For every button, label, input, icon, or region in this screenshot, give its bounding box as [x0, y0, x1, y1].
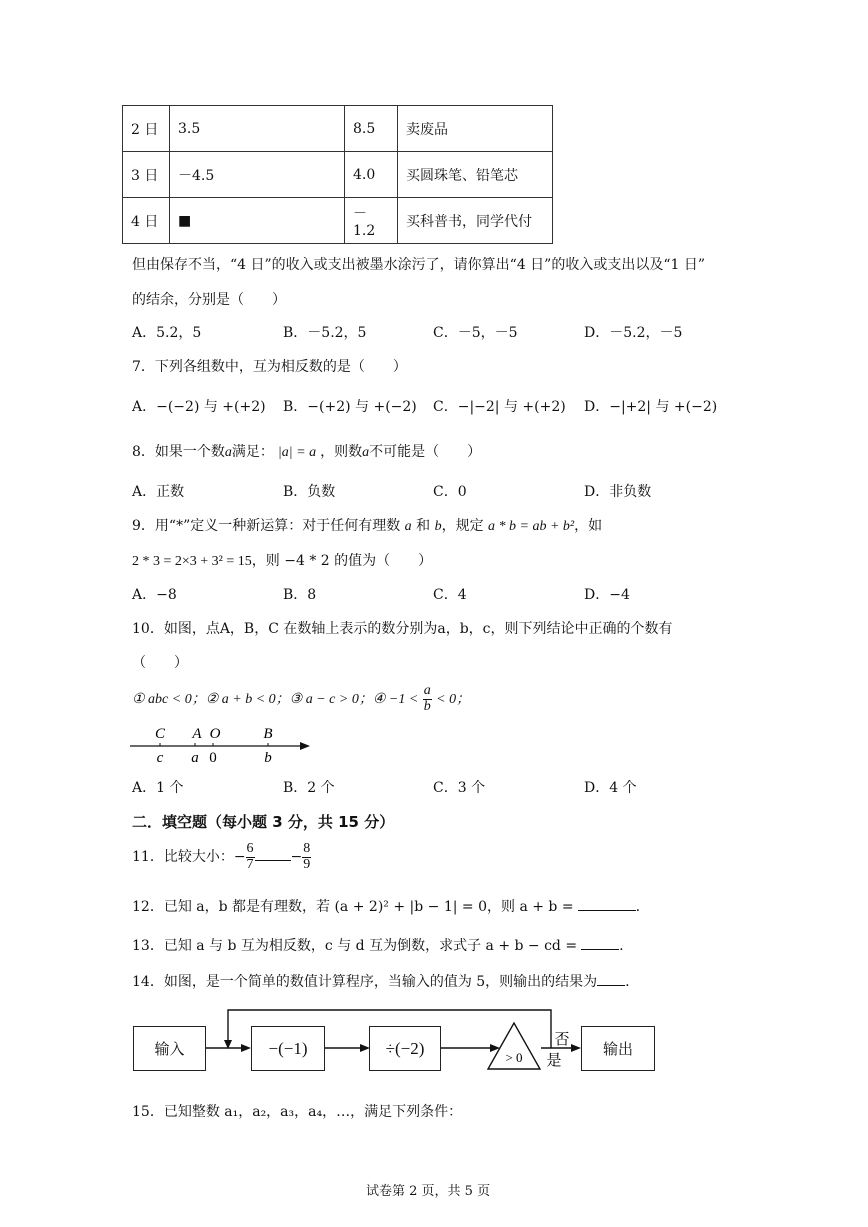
section-heading: 二．填空题（每小题 3 分，共 15 分）: [132, 813, 395, 831]
flow-op2-box: ÷(−2): [369, 1026, 441, 1071]
q7-option-b: B．−(+2) 与 +(−2): [283, 399, 417, 415]
table-cell: 4.0: [345, 152, 398, 198]
q6-option-b: B．－5.2，5: [283, 325, 367, 341]
q10-line2: （ ）: [132, 655, 188, 671]
table-cell: 2 日: [123, 106, 170, 152]
q11-minus: −: [290, 849, 303, 866]
table-cell: 4 日: [123, 198, 170, 244]
q6-line2: 的结余，分别是（ ）: [132, 292, 286, 308]
q8-option-c: C．0: [433, 484, 467, 500]
table-cell: 买圆珠笔、铅笔芯: [398, 152, 553, 198]
value-a: a: [191, 750, 199, 766]
table-cell: 3 日: [123, 152, 170, 198]
value-zero: 0: [209, 750, 217, 766]
q15-stem: 15．已知整数 a₁，a₂，a₃，a₄，…，满足下列条件：: [132, 1104, 463, 1120]
q10-option-d: D．4 个: [584, 780, 637, 796]
q11-prefix: 11．比较大小：−: [132, 849, 246, 866]
q9-text-c: ，规定: [441, 518, 489, 534]
q10-option-b: B．2 个: [283, 780, 335, 796]
q9-text-a: 9．用“*”定义一种新运算：对于任何有理数: [132, 518, 405, 534]
table-cell: 买科普书，同学代付: [398, 198, 553, 244]
q6-option-a: A．5.2，5: [132, 325, 202, 341]
q9-option-a: A．−8: [132, 587, 177, 603]
q7-option-d: D．−|+2| 与 +(−2): [584, 399, 718, 415]
table-cell: 卖废品: [398, 106, 553, 152]
q10-option-a: A．1 个: [132, 780, 184, 796]
arrowhead-icon: [241, 1044, 251, 1052]
flow-output-box: 输出: [581, 1026, 655, 1071]
q9-text-b: 和: [411, 518, 435, 534]
q6-line1: 但由保存不当，“4 日”的收入或支出被墨水涂污了，请你算出“4 日”的收入或支出以及“1 日”: [132, 257, 706, 273]
q9-var-a: a: [404, 519, 412, 534]
q9-example: 2 * 3 = 2×3 + 3² = 15: [132, 554, 252, 569]
q13-end: .: [619, 938, 624, 954]
flow-op1-box: −(−1): [251, 1026, 325, 1071]
q10-conclusions-text: ① abc < 0；② a + b < 0；③ a − c > 0；④ −1 <: [132, 692, 419, 708]
q10-option-c: C．3 个: [433, 780, 486, 796]
q8-prefix: 8．如果一个数: [132, 444, 225, 460]
q8-var: a: [224, 445, 232, 460]
q8-end: 不可能是（ ）: [369, 444, 482, 460]
q12-end: .: [635, 899, 641, 915]
q9-option-d: D．−4: [584, 587, 630, 603]
table-cell: 3.5: [170, 106, 345, 152]
q9-rule: a * b = ab + b²: [488, 519, 575, 534]
q8-option-b: B．负数: [283, 484, 336, 500]
value-b: b: [264, 750, 272, 766]
q9-var-b: b: [434, 519, 442, 534]
q7-option-a: A．−(−2) 与 +(+2): [132, 399, 266, 415]
q8-mid: 满足：: [231, 444, 274, 460]
q11-den-2: 9: [303, 856, 311, 872]
q12-text: 12．已知 a，b 都是有理数，若 (a + 2)² + |b − 1| = 0，则 a + b =: [132, 899, 574, 915]
label-point-c: C: [154, 726, 166, 742]
q8-suffix: ，则数: [320, 444, 363, 460]
condition-label: > 0: [505, 1050, 523, 1065]
q10-line1: 10．如图，点A，B，C 在数轴上表示的数分别为a，b，c，则下列结论中正确的个数有: [132, 621, 673, 637]
q8-var2: a: [362, 445, 370, 460]
q11-num-1: 6: [246, 841, 254, 856]
label-point-b: B: [263, 726, 273, 742]
table-cell: ■: [170, 198, 345, 244]
q14-end: .: [625, 974, 630, 990]
q9-text-d: ，如: [574, 518, 603, 534]
q11-den-1: 7: [246, 856, 254, 872]
q14-text: 14．如图，是一个简单的数值计算程序，当输入的值为 5，则输出的结果为: [132, 974, 598, 990]
q9-option-c: C．4: [433, 587, 467, 603]
label-point-a: A: [192, 726, 202, 742]
q11-num-2: 8: [303, 841, 311, 856]
q8-option-d: D．非负数: [584, 484, 652, 500]
arrowhead-icon: [571, 1044, 581, 1052]
flow-input-box: 输入: [133, 1026, 206, 1071]
q6-option-d: D．－5.2，－5: [584, 325, 683, 341]
table-cell: －1.2: [345, 198, 398, 244]
page-footer: 试卷第 2 页，共 5 页: [366, 1184, 491, 1199]
table-cell: 8.5: [345, 106, 398, 152]
value-c: c: [156, 750, 164, 766]
label-point-o: O: [209, 726, 221, 742]
q9-option-b: B．8: [283, 587, 317, 603]
q8-condition: |a| = a: [277, 445, 317, 460]
q7-option-c: C．−|−2| 与 +(+2): [433, 399, 566, 415]
q9-question: ，则 −4 * 2 的值为（ ）: [251, 553, 433, 569]
q10-conclusions-end: < 0；: [436, 692, 471, 708]
q10-frac-den: b: [423, 698, 431, 714]
branch-no-label: 否: [554, 1030, 570, 1048]
q6-option-c: C．－5，－5: [433, 325, 518, 341]
q13-text: 13．已知 a 与 b 互为相反数，c 与 d 互为倒数，求式子 a + b − cd =: [132, 938, 578, 954]
q10-frac-num: a: [423, 683, 431, 698]
q8-option-a: A．正数: [132, 484, 185, 500]
q7-stem: 7．下列各组数中，互为相反数的是（ ）: [132, 359, 407, 375]
branch-yes-label: 是: [546, 1051, 562, 1069]
table-cell: －4.5: [170, 152, 345, 198]
